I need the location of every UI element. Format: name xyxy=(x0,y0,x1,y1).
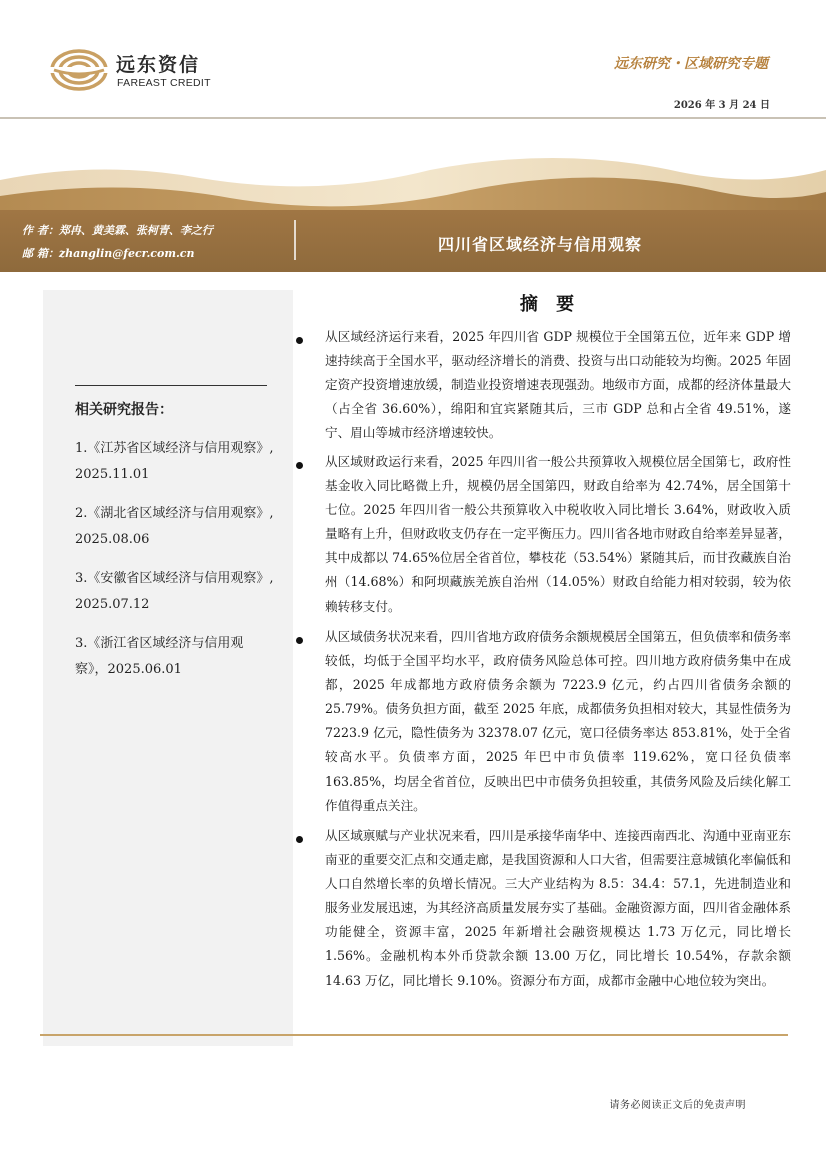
related-divider xyxy=(75,385,267,386)
bullet-icon xyxy=(296,836,303,843)
summary-paragraph: 从区域禀赋与产业状况来看，四川是承接华南华中、连接西南西北、沟通中亚南亚东南亚的重要交汇点和交通走廊，是我国资源和人口大省，但需要注意城镇化率偏低和人口自然增长率的负增长情况。三大产业结构为 8.5：34.4：57.1，先进制造业和服务业发展迅速，为其经济高质量发展夯实了基础。金融资源方面，四川省金融体系功能健全，资源丰富，2025 年新增社会融资规模达 1.73 万亿元，同比增长 1.56%。金融机构本外币贷款余额 13.00 万亿，同比增长 10.54%，存款余额 14.63 万亿，同比增长 9.10%。资源分布方面，成都市金融中心地位较为突出。 xyxy=(325,828,791,988)
bullet-icon xyxy=(296,462,303,469)
summary-paragraph: 从区域经济运行来看，2025 年四川省 GDP 规模位于全国第五位，近年来 GDP 增速持续高于全国水平，驱动经济增长的消费、投资与出口动能较为均衡。2025 年固定资产投资增速放缓，制造业投资增速表现强劲。地级市方面，成都的经济体量最大（占全省 36.60%），绵阳和宜宾紧随其后，三市 GDP 总和占全省 49.51%，遂宁、眉山等城市经济增速较快。 xyxy=(325,329,791,441)
related-report-item[interactable]: 3.《安徽省区域经济与信用观察》, 2025.07.12 xyxy=(75,571,274,612)
brand-name-cn: 远东资信 xyxy=(116,54,201,76)
header-divider xyxy=(0,117,826,119)
related-report-item[interactable]: 1.《江苏省区域经济与信用观察》, 2025.11.01 xyxy=(75,441,274,482)
brand-name-en: FAREAST CREDIT xyxy=(117,77,211,89)
related-reports-heading: 相关研究报告： xyxy=(75,402,173,418)
email-info: 邮 箱：zhanglin@fecr.com.cn xyxy=(22,247,195,260)
report-title: 四川省区域经济与信用观察 xyxy=(437,235,642,254)
footer-divider xyxy=(40,1034,788,1036)
bullet-icon xyxy=(296,337,303,344)
report-date: 2026 年 3 月 24 日 xyxy=(673,100,770,111)
summary-heading: 摘 要 xyxy=(519,294,581,315)
report-series: 远东研究・区域研究专题 xyxy=(614,56,768,72)
disclaimer-note: 请务必阅读正文后的免责声明 xyxy=(609,1100,746,1111)
related-report-item[interactable]: 2.《湖北省区域经济与信用观察》, 2025.08.06 xyxy=(75,506,274,547)
fareast-logo-icon xyxy=(50,48,108,92)
summary-paragraph: 从区域财政运行来看，2025 年四川省一般公共预算收入规模位居全国第七，政府性基金收入同比略微上升，规模仍居全国第四，财政自给率为 42.74%，居全国第十七位。2025 年四川省一般公共预算收入中税收收入同比增长 3.64%，财政收入质量略有上升，但财政收支仍存在一定平衡压力。四川省各地市财政自给率差异显著，其中成都以 74.65%位居全省首位，攀枝花（53.54%）紧随其后，而甘孜藏族自治州（14.68%）和阿坝藏族羌族自治州（14.05%）财政自给能力相对较弱，较为依赖转移支付。 xyxy=(325,454,791,614)
summary-paragraph: 从区域债务状况来看，四川省地方政府债务余额规模居全国第五，但负债率和债务率较低，均低于全国平均水平，政府债务风险总体可控。四川地方政府债务集中在成都，2025 年成都地方政府债务余额为 7223.9 亿元，约占四川省债务余额的 25.79%。债务负担方面，截至 2025 年底，成都债务负担相对较大，其显性债务为 7223.9 亿元，隐性债务为 32378.07 亿元，宽口径债务率达 853.81%，处于全省较高水平。负债率方面，2025 年巴中市负债率 119.62%，宽口径负债率 163.85%，均居全省首位，反映出巴中市债务负担较重，其债务风险及后续化解工作值得重点关注。 xyxy=(325,629,791,813)
bullet-icon xyxy=(296,637,303,644)
author-info: 作 者：郑冉、黄美霖、张柯青、李之行 xyxy=(22,224,213,237)
related-report-item[interactable]: 3.《浙江省区域经济与信用观察》，2025.06.01 xyxy=(75,636,244,677)
